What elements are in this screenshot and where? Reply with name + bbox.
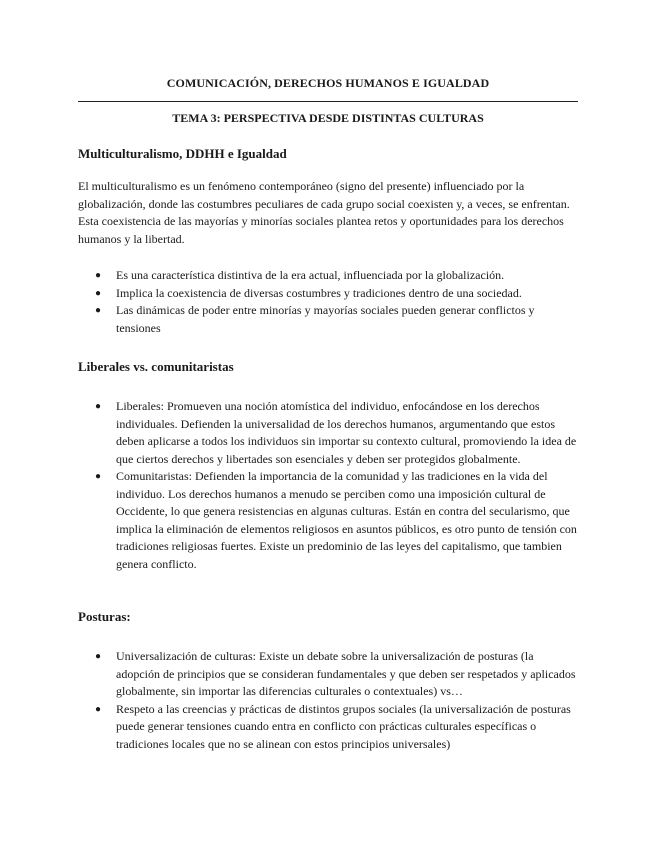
bullet-icon: ● (95, 287, 102, 299)
list-item (78, 648, 578, 701)
section-heading-posturas: Posturas: (78, 609, 131, 624)
title-divider (78, 101, 578, 102)
list-item-text: Comunitaristas: Defienden la importancia de la comunidad y las tradiciones en la vida del individuo. Los derechos humanos a menudo se perciben como una imposición cultural de Occidente, lo que genera resistencias en algunas culturas. Están en contra del secularismo, que implica la eliminación de elementos religiosos en asuntos públicos, es otro punto de tensión con tradiciones religiosas fuertes. Existe un predominio de las leyes del capitalismo, que tambien genera conflicto. (116, 469, 577, 571)
list-item (78, 302, 578, 337)
list-item (78, 701, 578, 754)
section-heading-multiculturalismo: Multiculturalismo, DDHH e Igualdad (78, 146, 287, 161)
list-item-text: Liberales: Promueven una noción atomística del individuo, enfocándose en los derechos individuales. Defienden la universalidad de los derechos humanos, argumentando que estos deben aplicarse a todos los individuos sin importar su contexto cultural, promoviendo la idea de que ciertos derechos y libertades son esenciales y deben ser protegidos globalmente. (116, 399, 577, 466)
bullet-icon: ● (95, 651, 102, 662)
section-heading-liberales: Liberales vs. comunitaristas (78, 359, 234, 374)
bullet-icon: ● (95, 471, 102, 482)
list-item (78, 398, 578, 468)
list-item (78, 267, 578, 285)
bullet-list-liberales (78, 398, 578, 573)
bullet-icon: ● (95, 305, 102, 316)
document-title: COMUNICACIÓN, DERECHOS HUMANOS E IGUALDAD (166, 76, 490, 90)
bullet-icon: ● (95, 270, 102, 281)
list-item-text: Es una característica distintiva de la era actual, influenciada por la globalización. (116, 268, 505, 282)
list-item (78, 285, 578, 303)
bullet-icon: ● (95, 703, 102, 715)
list-item-text: Universalización de culturas: Existe un debate sobre la universalización de posturas (la adopción de principios que se consideran fundamentales y que deben ser respetados y aplicados globalmente, sin importar las diferencias culturales o contextuales) vs… (116, 649, 576, 698)
list-item-text: Respeto a las creencias y prácticas de distintos grupos sociales (la universalización de posturas puede generar tensiones cuando entra en conflicto con prácticas culturales específicas o tradiciones locales que no se alinean con estos principios universales) (116, 701, 571, 751)
document-subtitle: TEMA 3: PERSPECTIVA DESDE DISTINTAS CULTURAS (172, 111, 484, 125)
list-item (78, 468, 578, 573)
bullet-list-multiculturalismo (78, 267, 578, 337)
list-item-text: Las dinámicas de poder entre minorías y mayorías sociales pueden generar conflictos y tensiones (116, 303, 535, 335)
bullet-list-posturas (78, 648, 578, 753)
list-item-text: Implica la coexistencia de diversas costumbres y tradiciones dentro de una sociedad. (116, 285, 522, 300)
paragraph-multiculturalismo: El multiculturalismo es un fenómeno contemporáneo (signo del presente) influenciado por la globalización, donde las costumbres peculiares de cada grupo social coexisten y, a veces, se enfrentan. Esta coexistencia de las mayorías y minorías sociales plantea retos y oportunidades para los derechos humanos y la libertad. (78, 179, 570, 246)
bullet-icon: ● (95, 401, 102, 412)
